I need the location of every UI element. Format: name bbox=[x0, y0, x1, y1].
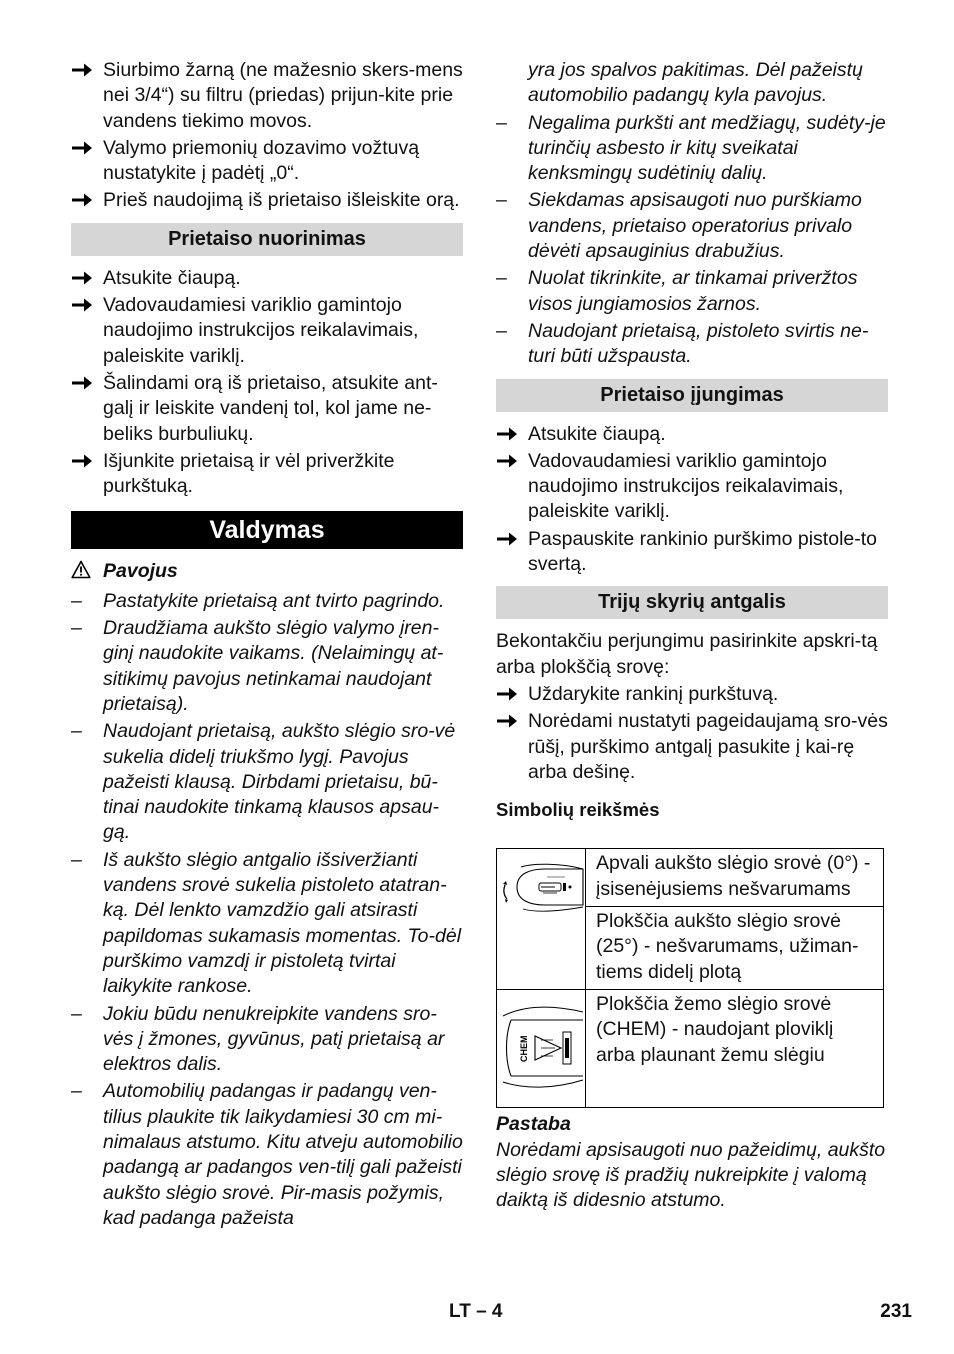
arrow-right-icon bbox=[496, 422, 524, 450]
list-item: Norėdami nustatyti pageidaujamą sro-vės rūšį, purškimo antgalį pasukite į kai-rę arba dešinę. bbox=[496, 709, 888, 785]
arrow-right-icon bbox=[71, 371, 99, 399]
list-item: – Pastatykite prietaisą ant tvirto pagrindo. bbox=[71, 589, 445, 612]
list-item: Uždarykite rankinį purkštuvą. bbox=[496, 682, 888, 707]
list-item: – Draudžiama aukšto slėgio valymo įren-ginį naudokite vaikams. (Nelaimingų at-sitikimų pavojus netinkamai naudojant prietaisą). bbox=[71, 617, 444, 715]
list-item: Siurbimo žarną (ne mažesnio skers-mens nei 3/4“) su filtru (priedas) prijun-kite prie vandens tiekimo movos. bbox=[71, 58, 463, 134]
right-column bbox=[496, 58, 888, 1213]
arrow-right-icon bbox=[496, 527, 524, 555]
symbol-description: Plokščia žemo slėgio srovė (CHEM) - naudojant ploviklį arba plaunant žemu slėgiu bbox=[586, 989, 884, 1107]
footer-section-label: LT – 4 bbox=[449, 1301, 503, 1322]
symbol-description: Plokščia aukšto slėgio srovė (25°) - nešvarumams, užiman-tiems didelį plotą bbox=[586, 907, 884, 990]
arrow-right-icon bbox=[496, 682, 524, 710]
list-item: Vadovaudamiesi variklio gamintojo naudojimo instrukcijos reikalavimais, paleiskite variklį. bbox=[71, 293, 463, 369]
table-row bbox=[497, 849, 884, 907]
list-item: – Naudojant prietaisą, aukšto slėgio sro-vė sukelia didelį triukšmo lygį. Pavojus pažeisti klausą. Dirbdami prietaisu, bū-tinai naudokite tinkamą klausos apsau-gą. bbox=[71, 720, 456, 844]
arrow-right-icon bbox=[71, 293, 99, 321]
list-item: Prieš naudojimą iš prietaiso išleiskite orą. bbox=[71, 188, 463, 213]
warning-triangle-icon bbox=[71, 560, 91, 586]
list-item: – Negalima purkšti ant medžiagų, sudėty-je turinčių asbesto ir kitų sveikatai kenksmingų sudėtinių dalių. bbox=[496, 111, 886, 185]
table-row bbox=[497, 989, 884, 1107]
note-text: Norėdami apsisaugoti nuo pažeidimų, aukšto slėgio srovę iš pradžių nukreipkite į valomą daiktą iš didesnio atstumo. bbox=[496, 1138, 886, 1212]
list-item: Atsukite čiaupą. bbox=[71, 266, 463, 291]
symbols-heading: Simbolių reikšmės bbox=[496, 799, 660, 821]
list-item: – Automobilių padangas ir padangų ven-tilius plaukite tik laikydamiesi 30 cm mi-nimalaus atstumo. Kitu atveju automobilio padangą ar padangos ven-tilį gali pažeisti aukšto slėgio srovė. Pir-masis požymis, kad padanga pažeista bbox=[71, 1080, 463, 1229]
nozzle-chem-illustration bbox=[497, 989, 586, 1107]
list-item: Paspauskite rankinio purškimo pistole-to svertą. bbox=[496, 527, 888, 578]
arrow-right-icon bbox=[496, 449, 524, 477]
list-item: – Nuolat tikrinkite, ar tinkamai priveržtos visos jungiamosios žarnos. bbox=[496, 267, 858, 315]
list-item: Šalindami orą iš prietaiso, atsukite ant-galį ir leiskite vandenį tol, kol jame ne-beliks burbuliukų. bbox=[71, 371, 463, 447]
chapter-title-valdymas: Valdymas bbox=[71, 511, 463, 549]
section-title-antgalis: Trijų skyrių antgalis bbox=[496, 586, 888, 619]
arrow-right-icon bbox=[71, 58, 99, 86]
arrow-right-icon bbox=[71, 136, 99, 164]
note-heading: Pastaba bbox=[496, 1113, 571, 1136]
list-item: – Siekdamas apsisaugoti nuo purškiamo vandens, prietaiso operatorius privalo dėvėti apsauginius drabužius. bbox=[496, 189, 862, 263]
list-item: Išjunkite prietaisą ir vėl priveržkite purkštuką. bbox=[71, 449, 463, 500]
list-item: Vadovaudamiesi variklio gamintojo naudojimo instrukcijos reikalavimais, paleiskite variklį. bbox=[496, 449, 888, 525]
arrow-right-icon bbox=[71, 188, 99, 216]
list-item: – Iš aukšto slėgio antgalio išsiveržianti vandens srovė sukelia pistoleto atatran-ką. Dėl lenkto vamzdžio gali atsirasti papildomas sukamasis momentas. To-dėl purškimo vamzdį ir pistoletą tvirtai laikykite rankose. bbox=[71, 848, 462, 998]
paragraph: Bekontakčiu perjungimu pasirinkite apskri-tą arba plokščią srovę: bbox=[496, 630, 878, 678]
nozzle-rotate-illustration bbox=[497, 849, 586, 989]
chem-label: CHEM bbox=[519, 1035, 529, 1062]
list-item: – Jokiu būdu nenukreipkite vandens sro-vės į žmones, gyvūnus, patį prietaisą ar elektros dalis. bbox=[71, 1002, 445, 1076]
list-item-continued: yra jos spalvos pakitimas. Dėl pažeistų automobilio padangų kyla pavojus. bbox=[528, 59, 863, 107]
section-title-ijungimas: Prietaiso įjungimas bbox=[496, 379, 888, 412]
page-number: 231 bbox=[880, 1301, 912, 1322]
symbols-table bbox=[496, 848, 884, 1108]
warning-heading: Pavojus bbox=[71, 559, 463, 584]
section-title-nuorinimas: Prietaiso nuorinimas bbox=[71, 223, 463, 256]
arrow-right-icon bbox=[71, 266, 99, 294]
list-item: Atsukite čiaupą. bbox=[496, 422, 888, 447]
list-item: Valymo priemonių dozavimo vožtuvą nustatykite į padėtį „0“. bbox=[71, 136, 463, 187]
symbol-description: Apvali aukšto slėgio srovė (0°) - įsisenėjusiems nešvarumams bbox=[586, 849, 884, 907]
left-column bbox=[71, 58, 463, 1233]
arrow-right-icon bbox=[496, 709, 524, 737]
arrow-right-icon bbox=[71, 449, 99, 477]
list-item: – Naudojant prietaisą, pistoleto svirtis ne-turi būti užspausta. bbox=[496, 319, 869, 368]
